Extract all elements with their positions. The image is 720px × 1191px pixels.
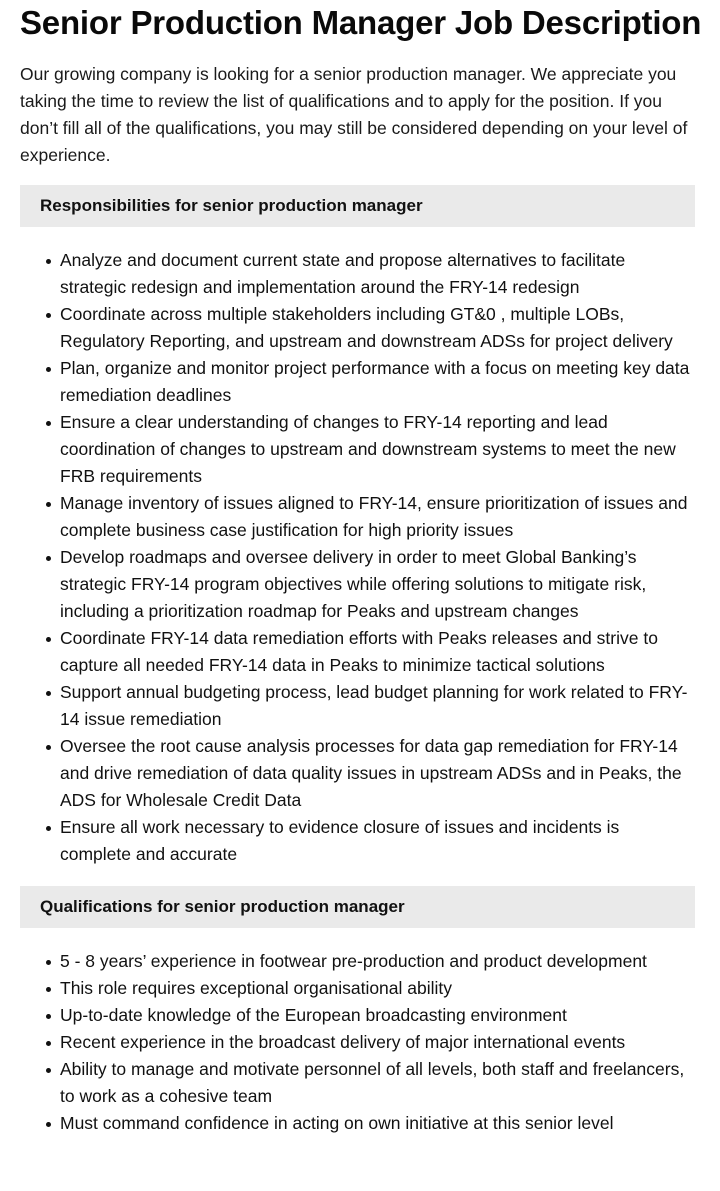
list-item: Support annual budgeting process, lead budget planning for work related to FRY-14 issue remediation	[60, 679, 695, 733]
list-item: Manage inventory of issues aligned to FRY-14, ensure prioritization of issues and complete business case justification for high priority issues	[60, 490, 695, 544]
list-item: Oversee the root cause analysis processes for data gap remediation for FRY-14 and drive remediation of data quality issues in upstream ADSs and in Peaks, the ADS for Wholesale Credit Data	[60, 733, 695, 814]
intro-paragraph: Our growing company is looking for a senior production manager. We appreciate you taking the time to review the list of qualifications and to apply for the position. If you don’t fill all of the qualifications, you may still be considered depending on your level of experience.	[20, 64, 688, 165]
list-item: Develop roadmaps and oversee delivery in order to meet Global Banking’s strategic FRY-14 program objectives while offering solutions to mitigate risk, including a prioritization roadmap for Peaks and upstream changes	[60, 544, 695, 625]
qualifications-section-header	[20, 886, 695, 928]
responsibilities-heading: Responsibilities for senior production manager	[40, 196, 423, 215]
list-item: Coordinate across multiple stakeholders including GT&0 , multiple LOBs, Regulatory Reporting, and upstream and downstream ADSs for project delivery	[60, 301, 695, 355]
list-item: Coordinate FRY-14 data remediation efforts with Peaks releases and strive to capture all needed FRY-14 data in Peaks to minimize tactical solutions	[60, 625, 695, 679]
list-item: Must command confidence in acting on own initiative at this senior level	[60, 1110, 695, 1137]
page-title: Senior Production Manager Job Description	[20, 4, 702, 41]
list-item: Plan, organize and monitor project performance with a focus on meeting key data remediation deadlines	[60, 355, 695, 409]
responsibilities-list	[20, 247, 695, 868]
list-item: Ensure all work necessary to evidence closure of issues and incidents is complete and accurate	[60, 814, 695, 868]
list-item: Up-to-date knowledge of the European broadcasting environment	[60, 1002, 695, 1029]
qualifications-heading: Qualifications for senior production manager	[40, 897, 405, 916]
list-item: 5 - 8 years’ experience in footwear pre-production and product development	[60, 948, 695, 975]
responsibilities-section-header	[20, 185, 695, 227]
list-item: Analyze and document current state and propose alternatives to facilitate strategic redesign and implementation around the FRY-14 redesign	[60, 247, 695, 301]
list-item: Ability to manage and motivate personnel of all levels, both staff and freelancers, to work as a cohesive team	[60, 1056, 695, 1110]
list-item: This role requires exceptional organisational ability	[60, 975, 695, 1002]
list-item: Ensure a clear understanding of changes to FRY-14 reporting and lead coordination of changes to upstream and downstream systems to meet the new FRB requirements	[60, 409, 695, 490]
qualifications-list	[20, 948, 695, 1137]
list-item: Recent experience in the broadcast delivery of major international events	[60, 1029, 695, 1056]
